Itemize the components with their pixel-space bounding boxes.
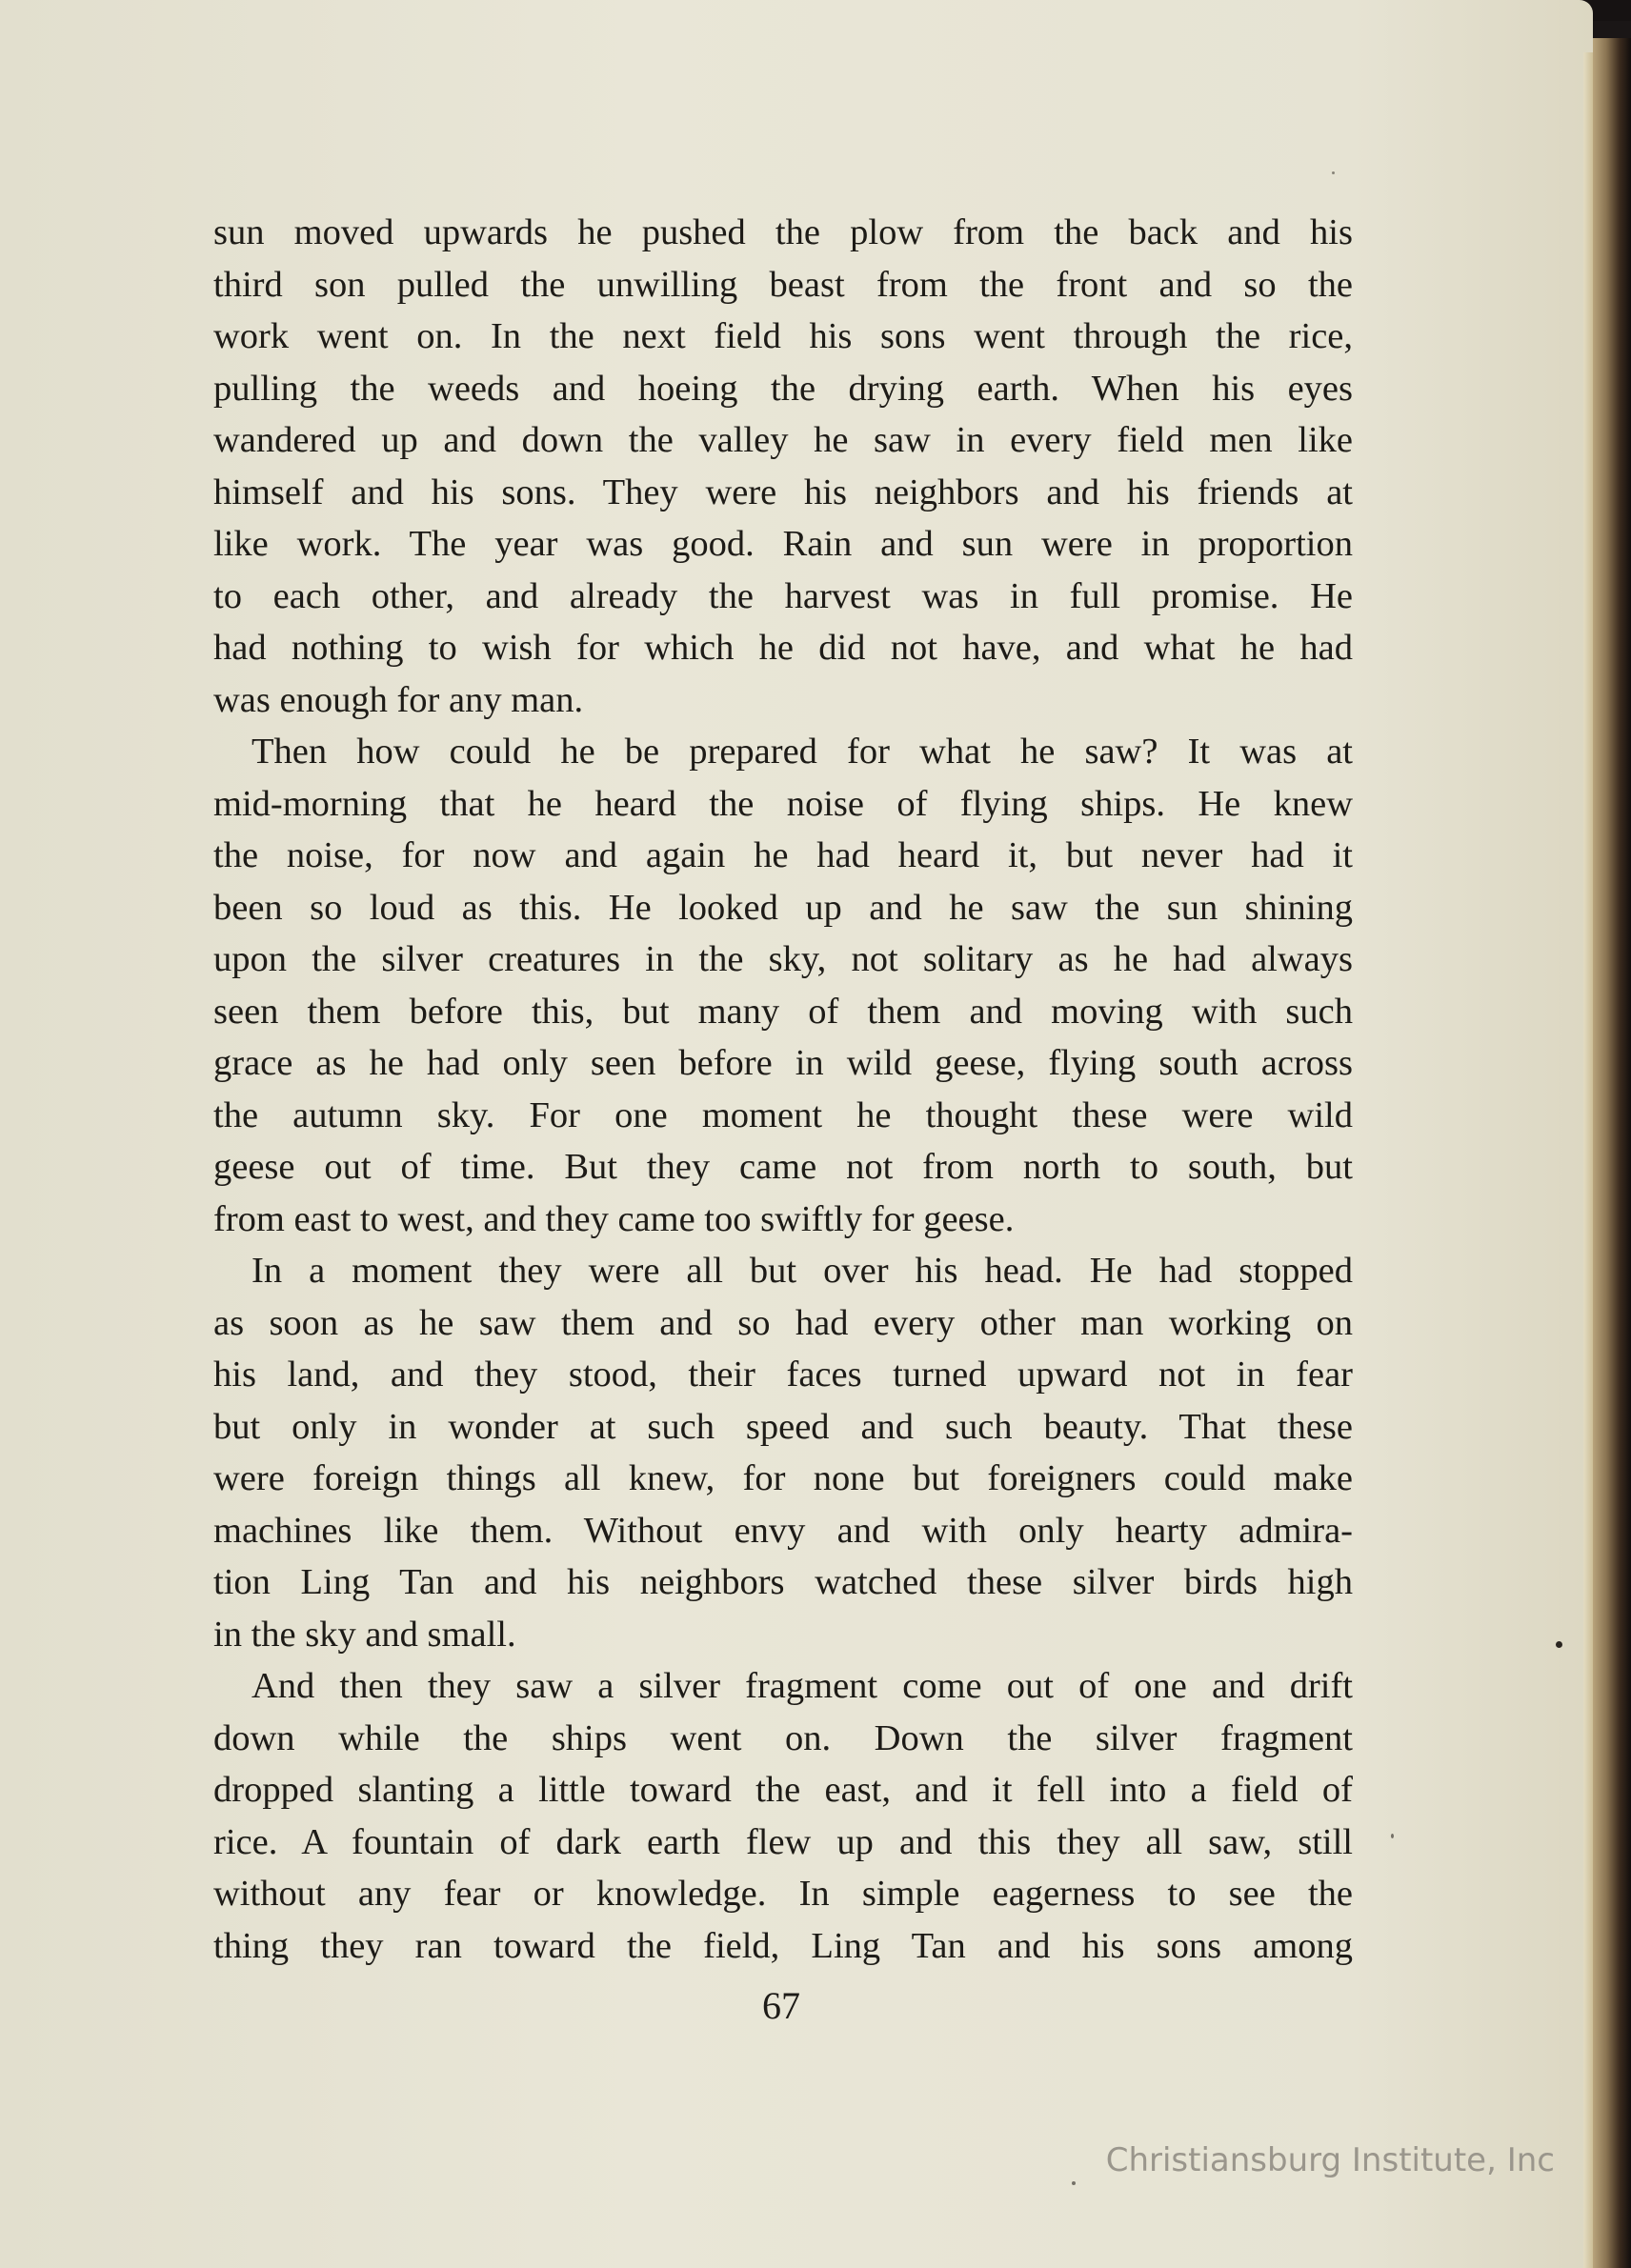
text-line: upon the silver creatures in the sky, not solitary as he had always (213, 939, 1353, 979)
text-line: dropped slanting a little toward the east, and it fell into a field of (213, 1770, 1353, 1810)
text-line: as soon as he saw them and so had every other man working on (213, 1302, 1353, 1343)
paragraph-4 (213, 1660, 1353, 1972)
text-line: machines like them. Without envy and with only hearty admira- (213, 1510, 1353, 1551)
watermark-text: Christiansburg Institute, Inc (1105, 2141, 1555, 2179)
text-line: in the sky and small. (213, 1614, 516, 1655)
paragraph-1 (213, 207, 1353, 726)
paper-speck (1391, 1834, 1394, 1838)
text-line: without any fear or knowledge. In simple eagerness to see the (213, 1874, 1353, 1914)
text-line: from east to west, and they came too swiftly for geese. (213, 1198, 1015, 1239)
text-line: had nothing to wish for which he did not have, and what he had (213, 628, 1353, 668)
book-edge (1593, 38, 1631, 2268)
paper-speck (1332, 171, 1335, 174)
text-line: the noise, for now and again he had heard it, but never had it (213, 835, 1353, 875)
text-line: his land, and they stood, their faces turned upward not in fear (213, 1355, 1353, 1395)
text-line: seen them before this, but many of them and moving with such (213, 991, 1353, 1032)
text-line: geese out of time. But they came not from north to south, but (213, 1147, 1353, 1187)
text-line: mid-morning that he heard the noise of flying ships. He knew (213, 783, 1353, 824)
paragraph-3 (213, 1245, 1353, 1660)
page-edge-light (1583, 52, 1593, 2268)
text-line: been so loud as this. He looked up and he saw the sun shining (213, 887, 1353, 928)
text-line: were foreign things all knew, for none but foreigners could make (213, 1458, 1353, 1498)
text-line: down while the ships went on. Down the silver fragment (213, 1717, 1353, 1758)
paper-speck (1556, 1641, 1562, 1648)
text-line: Then how could he be prepared for what he saw? It was at (252, 732, 1353, 772)
text-line: wandered up and down the valley he saw in every field men like (213, 420, 1353, 460)
text-line: to each other, and already the harvest was in full promise. He (213, 575, 1353, 616)
text-line: grace as he had only seen before in wild geese, flying south across (213, 1043, 1353, 1083)
paper-speck (1072, 2181, 1076, 2185)
text-line: rice. A fountain of dark earth flew up and this they all saw, still (213, 1821, 1353, 1862)
text-line: thing they ran toward the field, Ling Tan and his sons among (213, 1925, 1353, 1966)
text-line: work went on. In the next field his sons went through the rice, (213, 316, 1353, 356)
text-line: In a moment they were all but over his head. He had stopped (252, 1251, 1353, 1291)
page-number: 67 (762, 1984, 800, 2027)
text-line: but only in wonder at such speed and such beauty. That these (213, 1406, 1353, 1447)
text-line: was enough for any man. (213, 679, 584, 720)
text-line: sun moved upwards he pushed the plow from the back and his (213, 212, 1353, 252)
text-line: like work. The year was good. Rain and sun were in proportion (213, 524, 1353, 564)
text-line: tion Ling Tan and his neighbors watched these silver birds high (213, 1562, 1353, 1602)
text-line: And then they saw a silver fragment come out of one and drift (252, 1666, 1353, 1706)
text-line: the autumn sky. For one moment he thought these were wild (213, 1094, 1353, 1135)
text-line: third son pulled the unwilling beast from the front and so the (213, 264, 1353, 305)
body-text (213, 207, 1353, 1972)
text-line: pulling the weeds and hoeing the drying earth. When his eyes (213, 368, 1353, 409)
paragraph-2 (213, 726, 1353, 1245)
text-line: himself and his sons. They were his neighbors and his friends at (213, 472, 1353, 512)
